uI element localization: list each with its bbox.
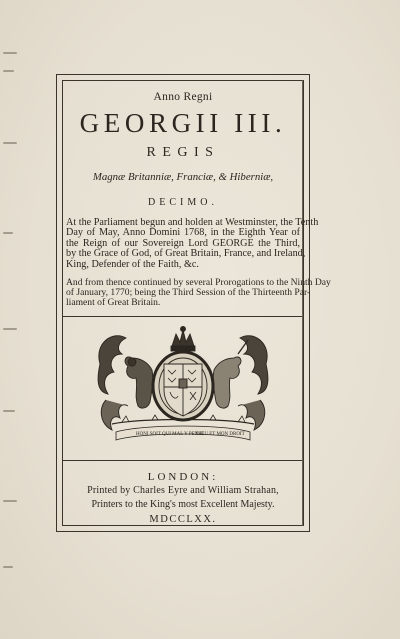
binding-stitch bbox=[3, 70, 14, 72]
prorogation-line: And from thence continued by several Prorogations to the Ninth Day bbox=[66, 277, 331, 288]
session-line: by the Grace of God, of Great Britain, France, and Ireland, bbox=[66, 248, 306, 260]
imprint-office: Printers to the King's most Excellent Majesty. bbox=[91, 499, 275, 510]
session-paragraph bbox=[66, 217, 319, 270]
regnal-year: DECIMO. bbox=[148, 197, 218, 208]
session-line: the Reign of our Sovereign Lord GEORGE the Third, bbox=[66, 237, 300, 249]
binding-stitch bbox=[3, 500, 17, 502]
royal-coat-of-arms-image bbox=[92, 324, 274, 442]
binding-stitch bbox=[3, 52, 17, 54]
binding-stitch bbox=[3, 232, 13, 234]
imprint-printers: Printed by Charles Eyre and William Strahan, bbox=[87, 485, 279, 496]
regis-heading: REGIS bbox=[146, 145, 220, 160]
binding-stitch bbox=[3, 410, 15, 412]
binding-stitch bbox=[3, 142, 17, 144]
prorogation-line: of January, 1770; being the Third Session of the Thirteenth Par- bbox=[66, 286, 311, 298]
garter-motto: HONI SOIT QUI MAL Y PENSE bbox=[136, 432, 205, 437]
prorogation-line: liament of Great Britain. bbox=[66, 296, 161, 308]
binding-stitch bbox=[3, 328, 17, 330]
binding-stitch bbox=[3, 566, 13, 568]
royal-motto: DIEU ET MON DROIT bbox=[196, 432, 245, 437]
realms-line: Magnæ Britanniæ, Franciæ, & Hiberniæ, bbox=[92, 171, 274, 183]
king-title: GEORGII III. bbox=[79, 108, 287, 138]
anno-regni: Anno Regni bbox=[153, 91, 213, 103]
border-shadow bbox=[302, 80, 307, 526]
bottom-rule bbox=[63, 460, 302, 461]
imprint-year: MDCCLXX. bbox=[149, 514, 217, 525]
session-line: At the Parliament begun and holden at Westminster, the Tenth bbox=[66, 217, 319, 228]
session-line: King, Defender of the Faith, &c. bbox=[66, 258, 199, 270]
prorogation-paragraph bbox=[66, 277, 331, 308]
session-line: Day of May, Anno Domini 1768, in the Eighth Year of bbox=[66, 227, 300, 239]
imprint-city: LONDON: bbox=[147, 471, 219, 483]
top-rule bbox=[63, 316, 302, 317]
